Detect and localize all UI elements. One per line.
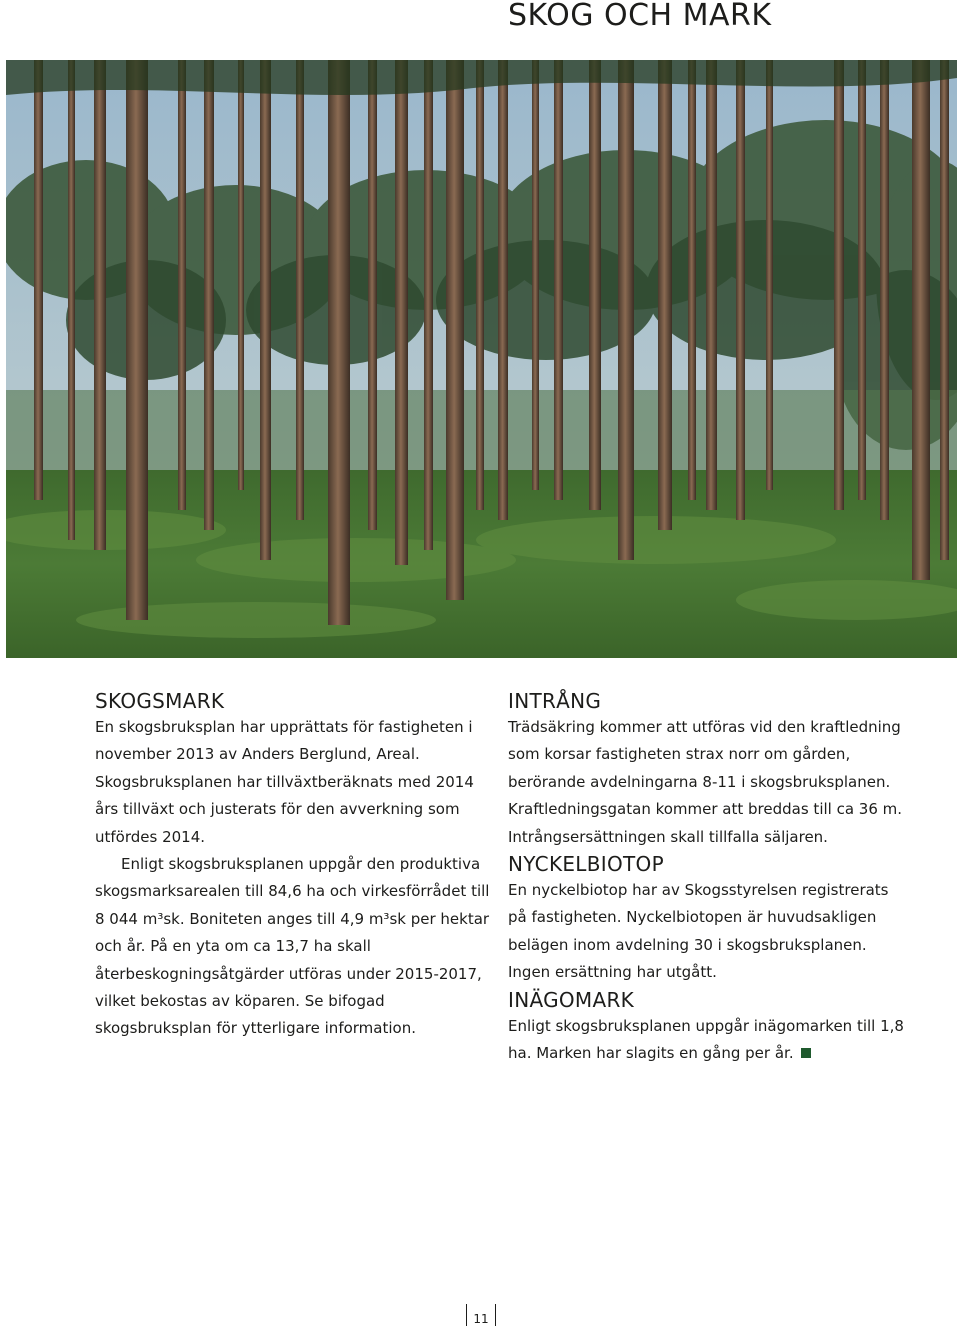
nyckelbiotop-paragraph: En nyckelbiotop har av Skogsstyrelsen registrerats på fastigheten. Nyckelbiotopen är huvudsakligen belägen inom avdelning 30 i skogsbruksplanen. Ingen ersättning har utgått.: [508, 881, 889, 982]
skogsmark-paragraph-1: En skogsbruksplan har upprättats för fastigheten i november 2013 av Anders Berglund, Areal. Skogsbruksplanen har tillväxtberäknats med 2014 års tillväxt och justerats för den avverkning som utfördes 2014.: [95, 718, 474, 846]
section-heading-nyckelbiotop: NYCKELBIOTOP: [508, 852, 664, 877]
skogsmark-paragraph-2-text: Enligt skogsbruksplanen uppgår den produktiva skogsmarksarealen till 84,6 ha och virkesförrådet till 8 044 m³sk. Boniteten anges till 4,9 m³sk per hektar och år. På en yta om ca 13,7 ha skall återbeskogningsåtgärder utföras under 2015-2017, vilket bekostas av köparen. Se bifogad skogsbruksplan för ytterligare information.: [95, 855, 490, 1038]
section-heading-intrang: INTRÅNG: [508, 689, 602, 713]
forest-photo: [6, 60, 957, 658]
right-column: [508, 688, 908, 1067]
page-title: SKOG OCH MARK: [508, 0, 772, 33]
inagomark-paragraph-text: Enligt skogsbruksplanen uppgår inägomarken till 1,8 ha. Marken har slagits en gång per år.: [508, 1016, 904, 1063]
section-heading-inagomark: INÄGOMARK: [508, 987, 635, 1012]
section-heading-skogsmark: SKOGSMARK: [95, 689, 225, 713]
end-of-article-square-icon: [801, 1048, 811, 1058]
page-number: 11: [466, 1304, 496, 1326]
skogsmark-paragraph-2: [95, 851, 495, 1043]
pine-forest-illustration: [6, 60, 957, 658]
inagomark-paragraph: [508, 1013, 908, 1068]
left-column: [95, 688, 495, 1043]
intrang-paragraph: Trädsäkring kommer att utföras vid den kraftledning som korsar fastigheten strax norr om gården, berörande avdelningarna 8-11 i skogsbruksplanen. Kraftledningsgatan kommer att breddas till ca 36 m. Intrångsersättningen skall tillfalla säljaren.: [508, 718, 903, 846]
